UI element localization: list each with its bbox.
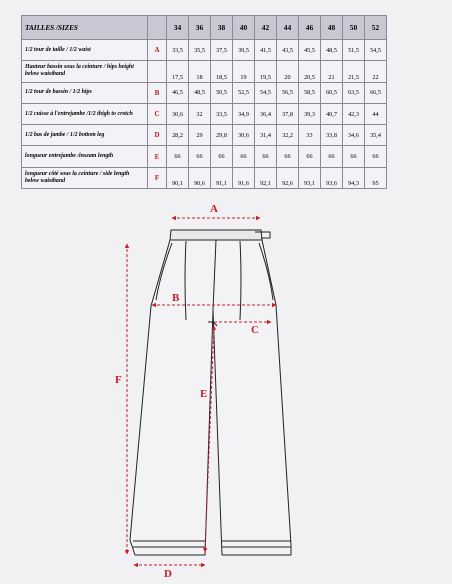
value-cell: 30,6	[233, 125, 255, 146]
measurement-label: longueur entrejambe /inseam length	[22, 146, 148, 167]
value-cell: 37,8	[277, 103, 299, 124]
table-title: TAILLES /SIZES	[22, 16, 148, 40]
value-cell: 39,5	[233, 40, 255, 61]
value-cell: 19	[233, 61, 255, 82]
value-cell: 32	[189, 103, 211, 124]
size-header-cell: 44	[277, 16, 299, 40]
label-c: C	[251, 324, 259, 336]
label-e: E	[200, 388, 208, 400]
value-cell: 66	[255, 146, 277, 167]
size-header-cell: 50	[343, 16, 365, 40]
value-cell: 18	[189, 61, 211, 82]
measurement-label: 1/2 tour de taille / 1/2 waist	[22, 40, 148, 61]
measurement-letter: E	[148, 146, 167, 167]
value-cell: 37,5	[211, 40, 233, 61]
value-cell: 28,2	[167, 125, 189, 146]
label-b: B	[172, 292, 180, 304]
value-cell: 66	[167, 146, 189, 167]
value-cell: 20,5	[299, 61, 321, 82]
trousers-body	[130, 240, 291, 555]
value-cell: 30,6	[167, 103, 189, 124]
value-cell: 66	[277, 146, 299, 167]
value-cell: 63,5	[343, 82, 365, 103]
value-cell: 92,1	[255, 167, 277, 188]
measurement-label: 1/2 bas de jambe / 1/2 bottom leg	[22, 125, 148, 146]
value-cell: 48,5	[321, 40, 343, 61]
measurement-label: 1/2 tour de bassin / 1/2 hips	[22, 82, 148, 103]
value-cell: 46,5	[167, 82, 189, 103]
value-cell: 34,6	[343, 125, 365, 146]
value-cell: 66	[211, 146, 233, 167]
value-cell: 34,9	[233, 103, 255, 124]
value-cell: 41,5	[255, 40, 277, 61]
measurement-letter: B	[148, 82, 167, 103]
value-cell: 54,5	[365, 40, 387, 61]
value-cell: 29	[189, 125, 211, 146]
size-header-cell: 52	[365, 16, 387, 40]
value-cell: 90,1	[167, 167, 189, 188]
value-cell: 94,3	[343, 167, 365, 188]
trousers-outline	[130, 230, 291, 555]
measurement-letter: D	[148, 125, 167, 146]
value-cell: 42,3	[343, 103, 365, 124]
value-cell: 66,5	[365, 82, 387, 103]
value-cell: 95	[365, 167, 387, 188]
value-cell: 33,5	[211, 103, 233, 124]
size-header-cell: 38	[211, 16, 233, 40]
value-cell: 39,3	[299, 103, 321, 124]
value-cell: 19,5	[255, 61, 277, 82]
value-cell: 91,1	[211, 167, 233, 188]
value-cell: 17,5	[167, 61, 189, 82]
value-cell: 21,5	[343, 61, 365, 82]
value-cell: 58,5	[299, 82, 321, 103]
value-cell: 45,5	[299, 40, 321, 61]
value-cell: 66	[189, 146, 211, 167]
value-cell: 50,5	[211, 82, 233, 103]
size-header-cell: 36	[189, 16, 211, 40]
value-cell: 66	[321, 146, 343, 167]
value-cell: 29,8	[211, 125, 233, 146]
measurement-label: Hauteur bassin sous la ceinture / hips height below waistband	[22, 61, 148, 82]
value-cell: 21	[321, 61, 343, 82]
value-cell: 48,5	[189, 82, 211, 103]
size-header-cell: 48	[321, 16, 343, 40]
value-cell: 35,4	[365, 125, 387, 146]
value-cell: 91,6	[233, 167, 255, 188]
value-cell: 66	[365, 146, 387, 167]
value-cell: 35,5	[189, 40, 211, 61]
value-cell: 20	[277, 61, 299, 82]
value-cell: 66	[233, 146, 255, 167]
measurement-label: 1/2 cuisse à l'entrejambe /1/2 thigh to crotch	[22, 103, 148, 124]
value-cell: 36,4	[255, 103, 277, 124]
measurement-letter: A	[148, 40, 167, 61]
value-cell: 33	[299, 125, 321, 146]
size-header-cell: 34	[167, 16, 189, 40]
value-cell: 43,5	[277, 40, 299, 61]
value-cell: 40,7	[321, 103, 343, 124]
label-a: A	[210, 203, 218, 215]
size-header-cell: 42	[255, 16, 277, 40]
measurement-letter: F	[148, 167, 167, 188]
value-cell: 60,5	[321, 82, 343, 103]
measurement-letter: C	[148, 103, 167, 124]
value-cell: 44	[365, 103, 387, 124]
value-cell: 51,5	[343, 40, 365, 61]
value-cell: 33,5	[167, 40, 189, 61]
value-cell: 52,5	[233, 82, 255, 103]
value-cell: 54,5	[255, 82, 277, 103]
value-cell: 90,6	[189, 167, 211, 188]
value-cell: 32,2	[277, 125, 299, 146]
measurement-label: longueur côté sous la ceinture / side length below waistband	[22, 167, 148, 188]
value-cell: 66	[299, 146, 321, 167]
size-header-cell: 40	[233, 16, 255, 40]
value-cell: 56,5	[277, 82, 299, 103]
value-cell: 93,6	[321, 167, 343, 188]
value-cell: 22	[365, 61, 387, 82]
label-d: D	[164, 568, 172, 580]
size-header-cell: 46	[299, 16, 321, 40]
waistband	[170, 230, 262, 240]
value-cell: 92,6	[277, 167, 299, 188]
value-cell: 18,5	[211, 61, 233, 82]
value-cell: 31,4	[255, 125, 277, 146]
value-cell: 33,8	[321, 125, 343, 146]
value-cell: 93,1	[299, 167, 321, 188]
value-cell: 66	[343, 146, 365, 167]
label-f: F	[115, 374, 122, 386]
